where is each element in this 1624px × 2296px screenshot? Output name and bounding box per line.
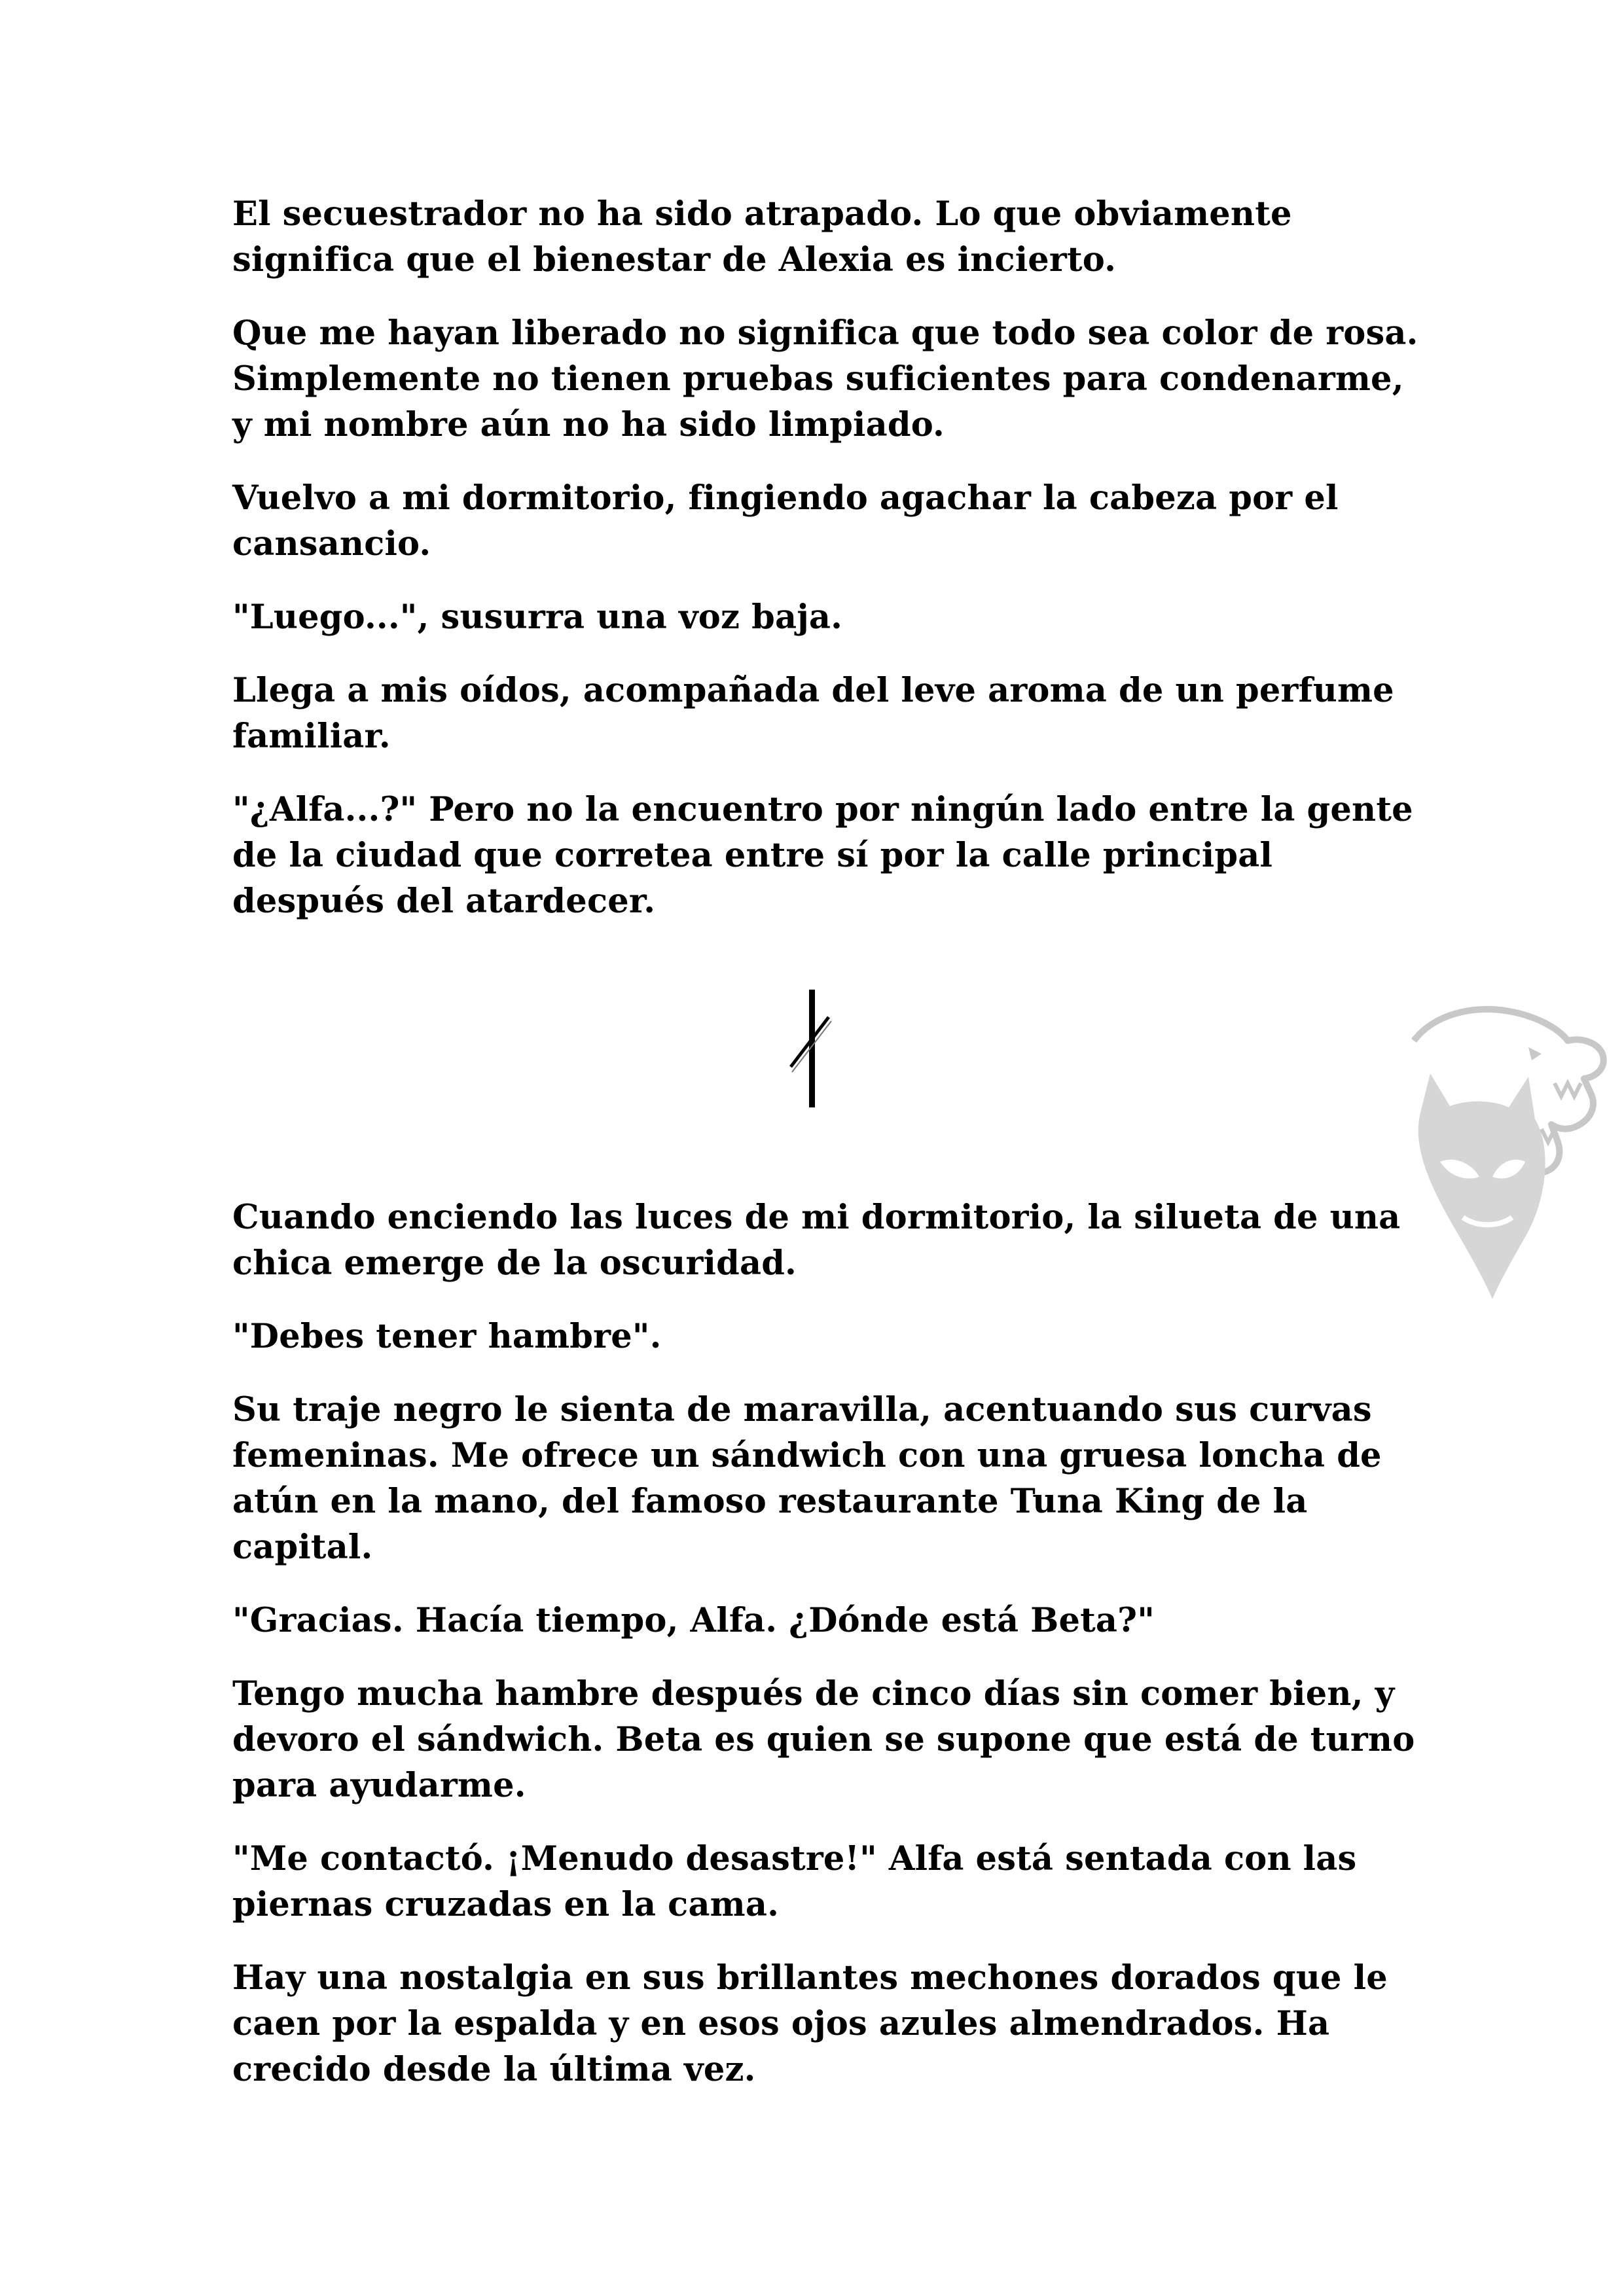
paragraph: Hay una nostalgia en sus brillantes mechones dorados que le caen por la espalda y en esos ojos azules almendrados. Ha crecido desde la última vez. bbox=[232, 1958, 1388, 2089]
paragraph: "Debes tener hambre". bbox=[232, 1317, 662, 1356]
paragraph: Llega a mis oídos, acompañada del leve aroma de un perfume familiar. bbox=[232, 671, 1394, 756]
rune-separator-icon bbox=[785, 990, 838, 1107]
paragraph: "Luego...", susurra una voz baja. bbox=[232, 598, 843, 637]
paragraph: "¿Alfa...?" Pero no la encuentro por ningún lado entre la gente de la ciudad que corretea entre sí por la calle principal después del atardecer. bbox=[232, 790, 1413, 921]
paragraph: "Me contactó. ¡Menudo desastre!" Alfa está sentada con las piernas cruzadas en la cama. bbox=[232, 1839, 1357, 1924]
paragraph: Vuelvo a mi dormitorio, fingiendo agachar la cabeza por el cansancio. bbox=[232, 478, 1339, 564]
paragraph: El secuestrador no ha sido atrapado. Lo que obviamente significa que el bienestar de Alexia es incierto. bbox=[232, 194, 1292, 279]
text-section-one bbox=[232, 191, 1430, 952]
paragraph: Cuando enciendo las luces de mi dormitorio, la silueta de una chica emerge de la oscuridad. bbox=[232, 1198, 1401, 1283]
paragraph: "Gracias. Hacía tiempo, Alfa. ¿Dónde está Beta?" bbox=[232, 1601, 1155, 1640]
paragraph: Que me hayan liberado no significa que todo sea color de rosa. Simplemente no tienen pruebas suficientes para condenarme, y mi nombre aún no ha sido limpiado. bbox=[232, 314, 1418, 444]
paragraph: Tengo mucha hambre después de cinco días sin comer bien, y devoro el sándwich. Beta es quien se supone que está de turno para ayudarme. bbox=[232, 1674, 1415, 1805]
paragraph: Su traje negro le sienta de maravilla, acentuando sus curvas femeninas. Me ofrece un sándwich con una gruesa loncha de atún en la mano, del famoso restaurante Tuna King de la capital. bbox=[232, 1390, 1382, 1567]
text-section-two bbox=[232, 1194, 1430, 2120]
